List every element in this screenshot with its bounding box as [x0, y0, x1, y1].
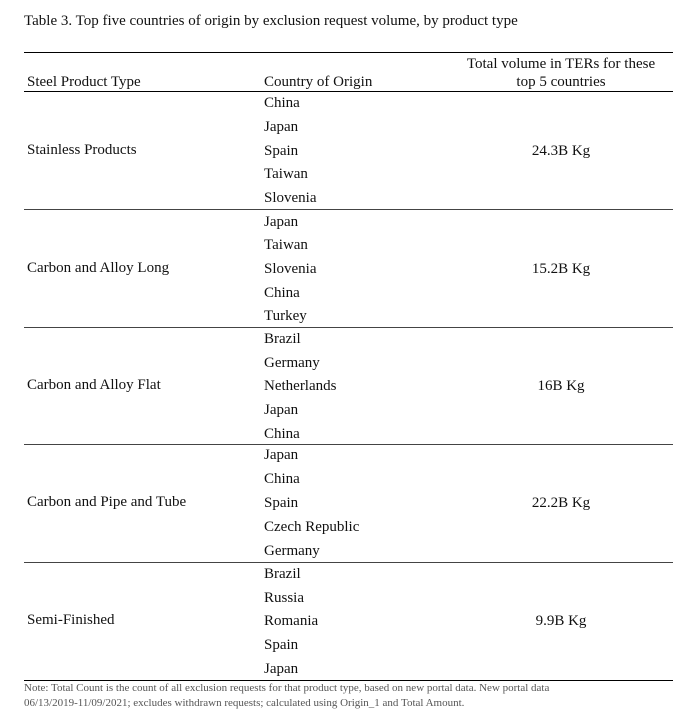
country-cell: Spain: [264, 143, 299, 159]
country-cell: Japan: [264, 661, 299, 677]
header-volume-line2: top 5 countries: [516, 74, 606, 90]
volume-cell: 16B Kg: [537, 378, 585, 394]
country-cell: Spain: [264, 637, 299, 653]
product-type-cell: Carbon and Pipe and Tube: [27, 494, 187, 510]
country-cell: China: [264, 471, 300, 487]
product-type-cell: Semi-Finished: [27, 612, 115, 628]
country-cell: China: [264, 426, 300, 442]
country-cell: Russia: [264, 590, 305, 606]
country-cell: Germany: [264, 355, 320, 371]
country-cell: China: [264, 95, 300, 111]
product-type-cell: Carbon and Alloy Long: [27, 260, 170, 276]
top-rule: [24, 52, 673, 53]
country-cell: Japan: [264, 119, 299, 135]
note-line-1: Note: Total Count is the count of all exclusion requests for that product type, based on new portal data. New portal data: [24, 682, 550, 694]
country-cell: Japan: [264, 402, 299, 418]
country-cell: Turkey: [264, 308, 307, 324]
volume-cell: 22.2B Kg: [531, 495, 591, 511]
country-cell: Romania: [264, 613, 319, 629]
header-volume-line1: Total volume in TERs for these: [466, 56, 656, 72]
country-cell: Brazil: [264, 331, 301, 347]
product-type-cell: Carbon and Alloy Flat: [27, 377, 161, 393]
country-cell: Czech Republic: [264, 519, 360, 535]
table-row-group: [24, 563, 673, 680]
volume-cell: 24.3B Kg: [531, 143, 591, 159]
table-row-group: [24, 328, 673, 444]
table-row-group: [24, 92, 673, 209]
header-product-type: Steel Product Type: [27, 74, 141, 90]
country-cell: Slovenia: [264, 190, 317, 206]
country-cell: Japan: [264, 214, 299, 230]
country-cell: Taiwan: [264, 166, 308, 182]
country-cell: Taiwan: [264, 237, 308, 253]
country-cell: China: [264, 285, 300, 301]
volume-cell: 15.2B Kg: [531, 261, 591, 277]
country-cell: Japan: [264, 447, 299, 463]
country-cell: Spain: [264, 495, 299, 511]
table-note: [24, 681, 664, 711]
table-row-group: [24, 445, 673, 562]
header-country: Country of Origin: [264, 74, 373, 90]
volume-cell: 9.9B Kg: [535, 613, 587, 629]
table-caption: Table 3. Top five countries of origin by exclusion request volume, by product type: [24, 13, 518, 29]
table-row-group: [24, 210, 673, 327]
country-cell: Netherlands: [264, 378, 337, 394]
product-type-cell: Stainless Products: [27, 142, 137, 158]
country-cell: Slovenia: [264, 261, 317, 277]
note-line-2: 06/13/2019-11/09/2021; excludes withdrawn requests; calculated using Origin_1 and Total Amount.: [24, 697, 465, 709]
country-cell: Brazil: [264, 566, 301, 582]
country-cell: Germany: [264, 543, 320, 559]
